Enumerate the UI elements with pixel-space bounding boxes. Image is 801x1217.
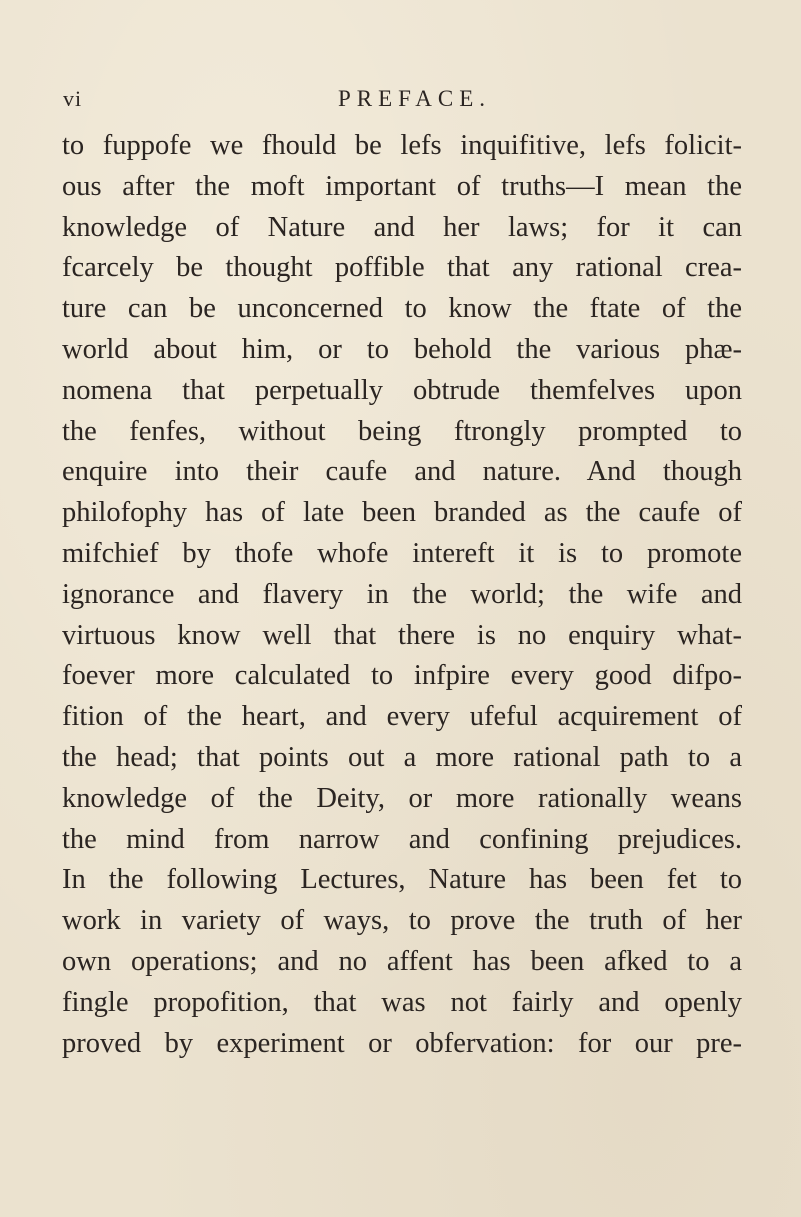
text-line: ous after the moft important of truths—I mean the bbox=[62, 170, 742, 202]
text-line: philofophy has of late been branded as the caufe of bbox=[62, 497, 742, 529]
text-line: world about him, or to behold the various phæ- bbox=[62, 333, 742, 365]
text-line: mifchief by thofe whofe intereft it is to promote bbox=[62, 537, 742, 569]
page-header bbox=[0, 86, 801, 116]
text-line: foever more calculated to infpire every good difpo- bbox=[62, 660, 742, 692]
text-line: virtuous know well that there is no enquiry what- bbox=[62, 619, 742, 651]
body-text bbox=[62, 126, 742, 1064]
text-line: ignorance and flavery in the world; the wife and bbox=[62, 578, 742, 610]
text-line: knowledge of the Deity, or more rationally weans bbox=[62, 782, 742, 814]
text-line: the mind from narrow and confining prejudices. bbox=[62, 823, 742, 855]
text-line: own operations; and no affent has been afked to a bbox=[62, 945, 742, 977]
text-line: fition of the heart, and every ufeful acquirement of bbox=[62, 701, 742, 733]
text-line: the fenfes, without being ftrongly prompted to bbox=[62, 415, 742, 447]
text-line: knowledge of Nature and her laws; for it can bbox=[62, 211, 742, 243]
running-head: PREFACE. bbox=[338, 86, 492, 111]
page-number: vi bbox=[63, 86, 83, 111]
text-line: nomena that perpetually obtrude themfelves upon bbox=[62, 374, 742, 406]
text-line: the head; that points out a more rational path to a bbox=[62, 741, 742, 773]
text-line: to fuppofe we fhould be lefs inquifitive, lefs folicit- bbox=[62, 130, 742, 161]
text-line: work in variety of ways, to prove the truth of her bbox=[62, 905, 742, 937]
text-line: proved by experiment or obfervation: for our pre- bbox=[62, 1027, 742, 1059]
text-line: fcarcely be thought poffible that any rational crea- bbox=[62, 252, 742, 284]
text-line: In the following Lectures, Nature has been fet to bbox=[62, 864, 742, 896]
text-line: fingle propofition, that was not fairly and openly bbox=[62, 986, 742, 1018]
text-line: ture can be unconcerned to know the ftate of the bbox=[62, 293, 742, 325]
text-line: enquire into their caufe and nature. And though bbox=[62, 456, 742, 488]
